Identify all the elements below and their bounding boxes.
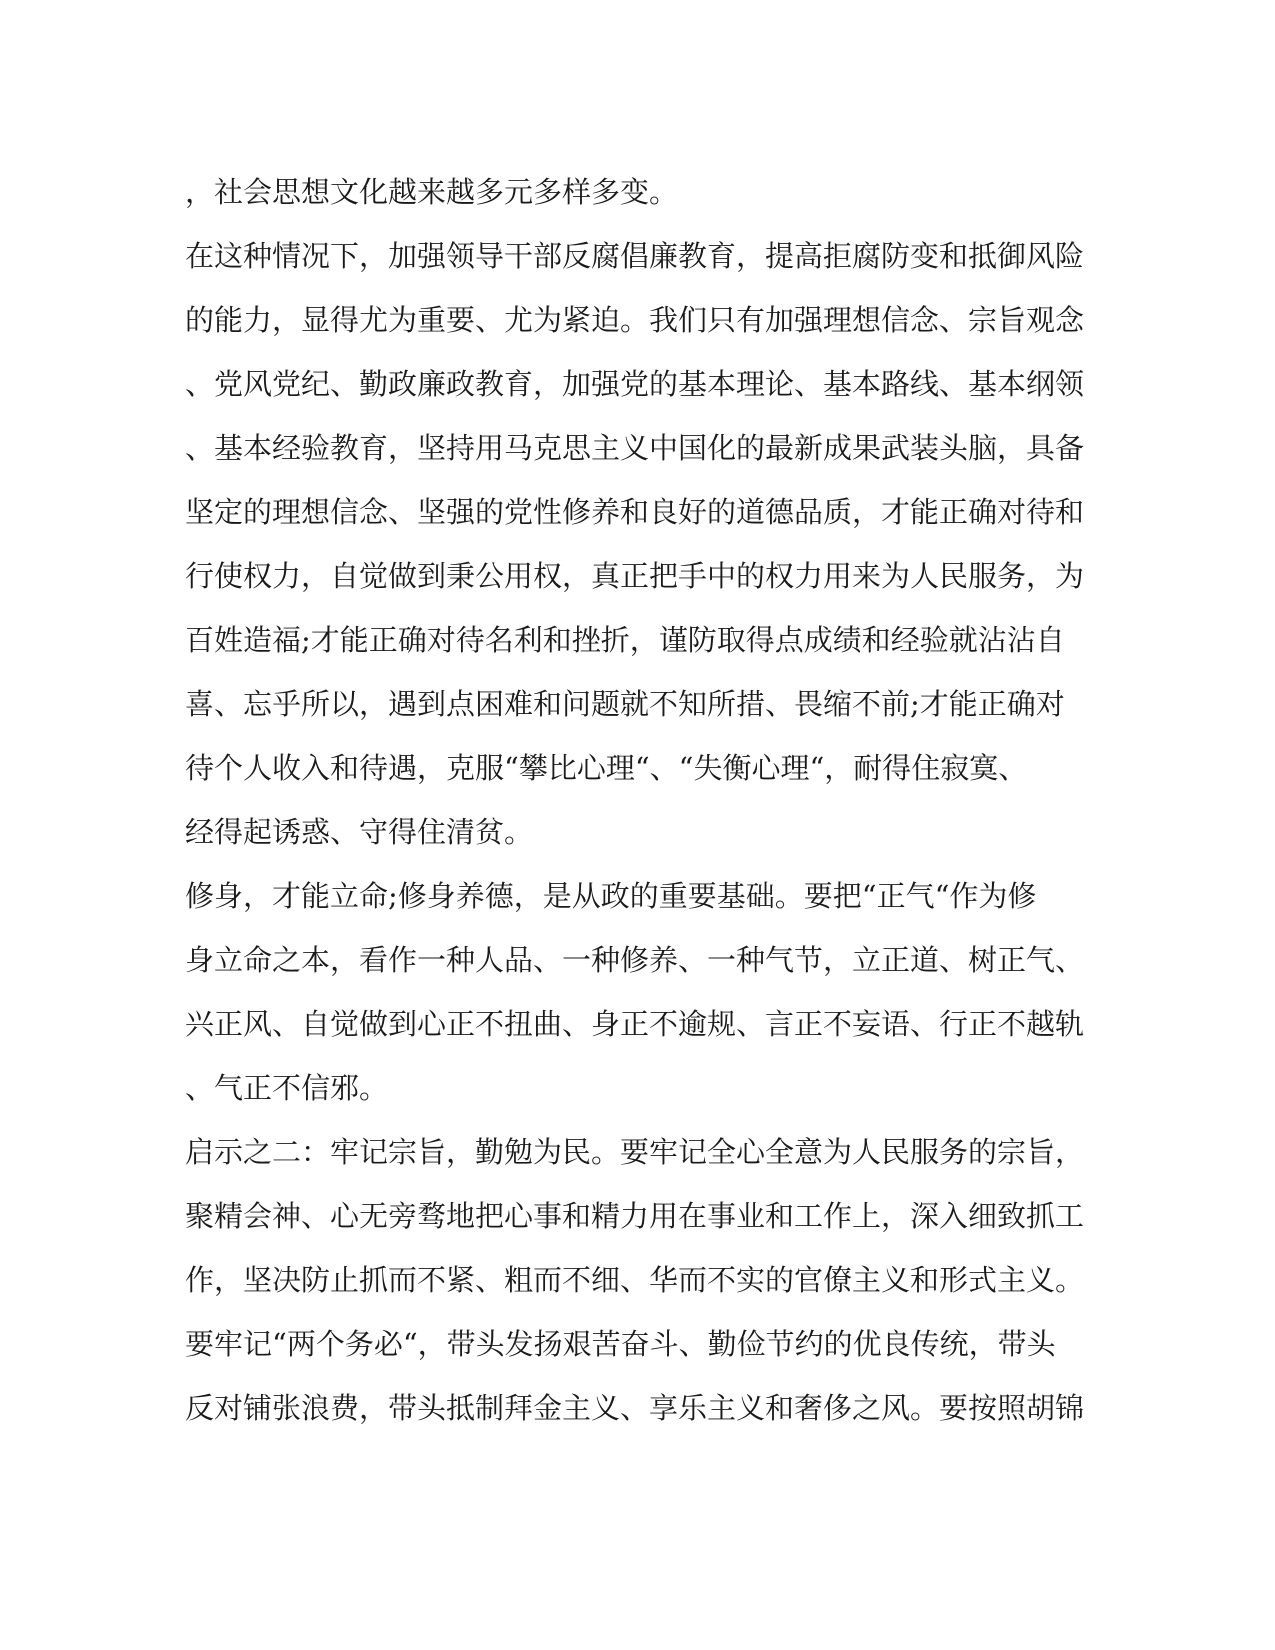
text-line: 在这种情况下，加强领导干部反腐倡廉教育，提高拒腐防变和抵御风险 [185, 239, 1085, 273]
body-text [185, 160, 1085, 1440]
text-line: ，社会思想文化越来越多元多样多变。 [185, 175, 679, 209]
text-line: 兴正风、自觉做到心正不扭曲、身正不逾规、言正不妄语、行正不越轨 [185, 1007, 1085, 1041]
text-line: 待个人收入和待遇，克服“攀比心理“、“失衡心理“，耐得住寂寞、 [185, 751, 1028, 785]
text-line: 、气正不信邪。 [185, 1071, 389, 1105]
text-line: 百姓造福;才能正确对待名利和挫折，谨防取得点成绩和经验就沾沾自 [185, 623, 1065, 657]
text-line: 、党风党纪、勤政廉政教育，加强党的基本理论、基本路线、基本纲领 [185, 367, 1085, 401]
text-line: 身立命之本，看作一种人品、一种修养、一种气节，立正道、树正气、 [185, 943, 1085, 977]
text-line: 、基本经验教育，坚持用马克思主义中国化的最新成果武装头脑，具备 [185, 431, 1085, 465]
text-line: 修身，才能立命;修身养德，是从政的重要基础。要把“正气“作为修 [185, 879, 1037, 913]
text-line: 启示之二：牢记宗旨，勤勉为民。要牢记全心全意为人民服务的宗旨， [185, 1135, 1085, 1169]
text-line: 聚精会神、心无旁骛地把心事和精力用在事业和工作上，深入细致抓工 [185, 1199, 1085, 1233]
text-line: 作，坚决防止抓而不紧、粗而不细、华而不实的官僚主义和形式主义。 [185, 1263, 1085, 1297]
text-line: 经得起诱惑、守得住清贫。 [185, 815, 534, 849]
text-line: 要牢记“两个务必“，带头发扬艰苦奋斗、勤俭节约的优良传统，带头 [185, 1327, 1056, 1361]
text-line: 行使权力，自觉做到秉公用权，真正把手中的权力用来为人民服务，为 [185, 559, 1085, 593]
text-line: 反对铺张浪费，带头抵制拜金主义、享乐主义和奢侈之风。要按照胡锦 [185, 1391, 1085, 1425]
text-line: 的能力，显得尤为重要、尤为紧迫。我们只有加强理想信念、宗旨观念 [185, 303, 1085, 337]
text-line: 坚定的理想信念、坚强的党性修养和良好的道德品质，才能正确对待和 [185, 495, 1085, 529]
text-line: 喜、忘乎所以，遇到点困难和问题就不知所措、畏缩不前;才能正确对 [185, 687, 1065, 721]
